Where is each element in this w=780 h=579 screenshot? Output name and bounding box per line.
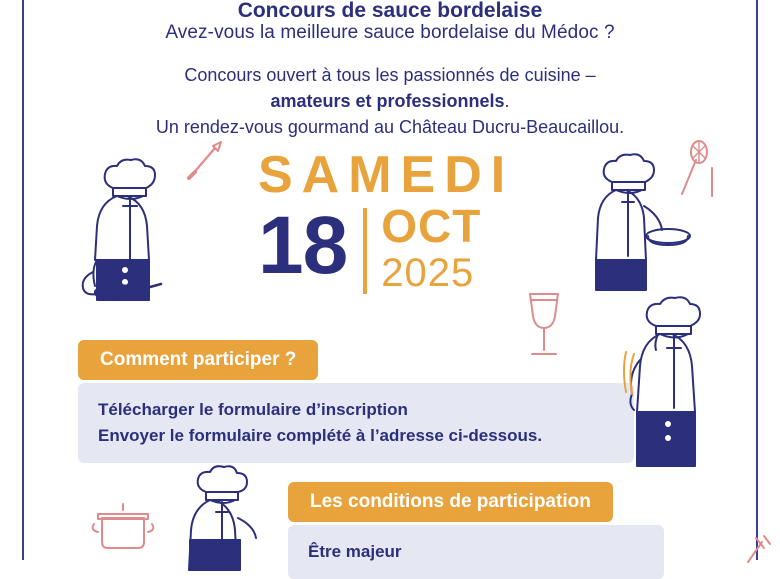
left-border-rule [22, 0, 24, 560]
date-weekday: SAMEDI [258, 146, 515, 204]
intro-line-1: Concours ouvert à tous les passionnés de cuisine – [184, 65, 596, 85]
section-heading-participate: Comment participer ? [78, 340, 318, 380]
date-month-year [381, 200, 482, 295]
chef-with-plate-icon [578, 158, 698, 294]
date-month: OCT [381, 200, 482, 252]
intro-bold-text: amateurs et professionnels [270, 91, 505, 111]
participate-line-2: Envoyer le formulaire complété à l’adresse ci-dessous. [98, 426, 543, 445]
intro-line-2: Un rendez-vous gourmand au Château Ducru-Beaucaillou. [155, 117, 625, 137]
panel-conditions [288, 525, 664, 579]
intro-paragraph [40, 62, 740, 140]
date-day: 18 [258, 200, 348, 291]
wine-glass-icon [520, 288, 568, 362]
cooking-pot-icon [92, 500, 154, 556]
date-row [258, 200, 528, 295]
intro-period: . [504, 91, 510, 111]
page-title: Concours de sauce bordelaise [237, 0, 543, 22]
female-chef-icon [612, 300, 742, 480]
right-border-rule [756, 0, 758, 560]
date-divider [363, 208, 367, 294]
event-date-block [258, 148, 528, 294]
fork-icon [742, 534, 772, 564]
participate-line-1: Télécharger le formulaire d’inscription [98, 400, 408, 419]
panel-participate [78, 383, 634, 463]
section-heading-conditions: Les conditions de participation [288, 482, 613, 522]
header-text-block [40, 0, 740, 140]
chef-with-pan-icon [75, 160, 195, 310]
conditions-line-1: Être majeur [308, 542, 402, 561]
tagline-question: Avez-vous la meilleure sauce bordelaise du Médoc ? [165, 22, 615, 43]
date-year: 2025 [381, 251, 475, 295]
chef-with-pot-icon [172, 470, 282, 570]
